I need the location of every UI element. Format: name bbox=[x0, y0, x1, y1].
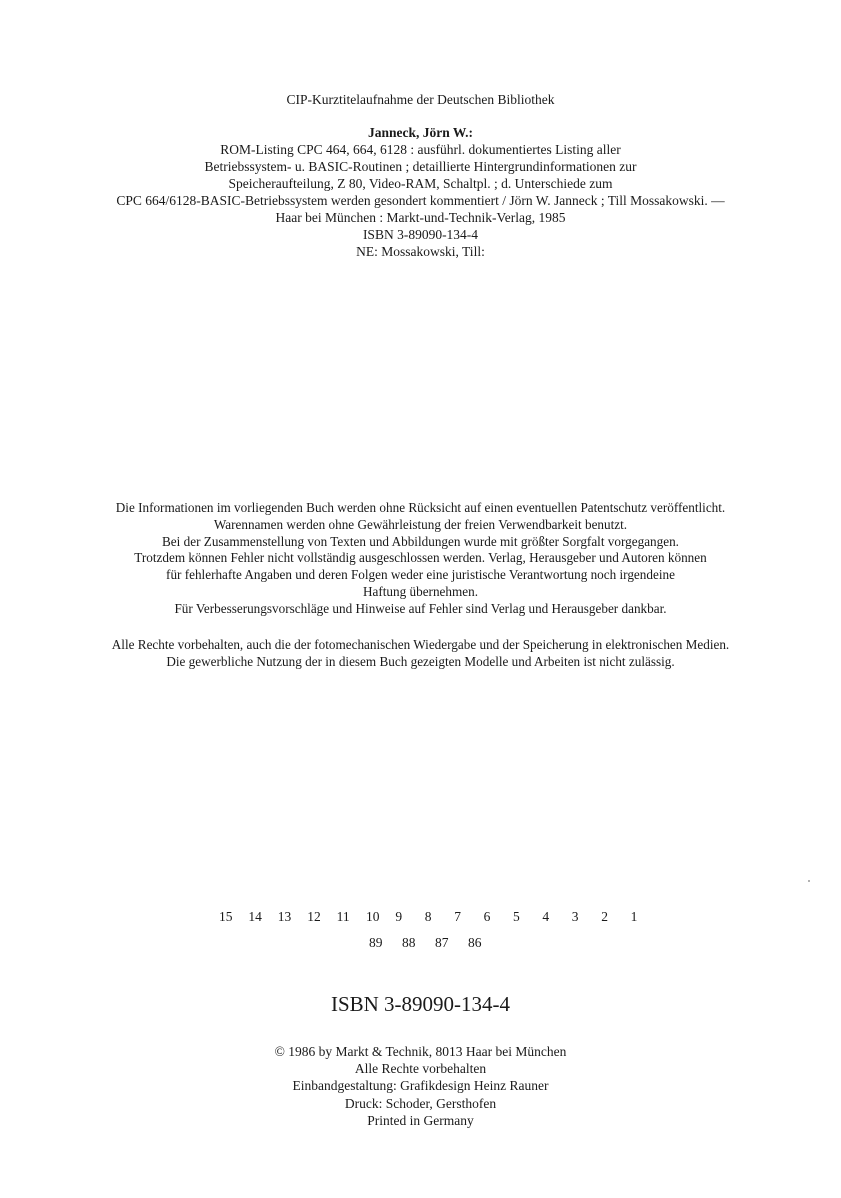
counter-number: 4 bbox=[542, 909, 550, 924]
counter-number: 7 bbox=[454, 909, 461, 924]
counter-number: 89 bbox=[369, 935, 383, 950]
disclaimer-line: für fehlerhafte Angaben und deren Folgen weder eine juristische Verantwortung noch irgendeine bbox=[166, 567, 675, 583]
printed-in-line: Printed in Germany bbox=[367, 1112, 474, 1128]
disclaimer-line: Haftung übernehmen. bbox=[363, 583, 478, 599]
disclaimer-line: Trotzdem können Fehler nicht vollständig ausgeschlossen werden. Verlag, Herausgeber und Autoren können bbox=[134, 550, 707, 566]
cip-line: Speicheraufteilung, Z 80, Video-RAM, Schaltpl. ; d. Unterschiede zum bbox=[228, 176, 613, 191]
counter-number: 8 bbox=[424, 909, 432, 924]
counter-number: 3 bbox=[571, 909, 579, 924]
counter-number: 1 bbox=[630, 909, 638, 924]
cip-ne: NE: Mossakowski, Till: bbox=[356, 244, 485, 259]
imprint bbox=[0, 1043, 841, 1129]
counter-number: 6 bbox=[483, 909, 491, 924]
disclaimer-line: Bei der Zusammenstellung von Texten und Abbildungen wurde mit größter Sorgfalt vorgegangen. bbox=[162, 533, 679, 549]
cip-isbn: ISBN 3-89090-134-4 bbox=[362, 227, 479, 242]
printer-line: Druck: Schoder, Gersthofen bbox=[344, 1095, 497, 1111]
disclaimer bbox=[0, 500, 841, 618]
cip-line: ROM-Listing CPC 464, 664, 6128 : ausführl. dokumentiertes Listing aller bbox=[220, 142, 621, 157]
counter-number: 11 bbox=[336, 909, 350, 924]
disclaimer-line: Warennamen werden ohne Gewährleistung der freien Verwendbarkeit benutzt. bbox=[213, 516, 628, 532]
rights-line: Die gewerbliche Nutzung der in diesem Buch gezeigten Modelle und Arbeiten ist nicht zulässig. bbox=[166, 653, 675, 669]
cip-author: Janneck, Jörn W.: bbox=[367, 125, 474, 140]
counter-number: 87 bbox=[435, 935, 449, 950]
counter-number: 9 bbox=[395, 909, 403, 924]
counter-number: 10 bbox=[366, 909, 380, 924]
counter-number: 88 bbox=[402, 935, 416, 950]
disclaimer-line: Die Informationen im vorliegenden Buch werden ohne Rücksicht auf einen eventuellen Patentschutz veröffentlicht. bbox=[115, 500, 726, 515]
disclaimer-line: Für Verbesserungsvorschläge und Hinweise auf Fehler sind Verlag und Herausgeber dankbar. bbox=[174, 600, 667, 616]
rights-notice bbox=[0, 637, 841, 671]
cip-record bbox=[0, 124, 841, 260]
isbn-text: ISBN 3-89090-134-4 bbox=[330, 992, 511, 1016]
counter-number: 15 bbox=[219, 909, 233, 924]
isbn-number bbox=[0, 991, 841, 1017]
counter-number: 14 bbox=[248, 909, 262, 924]
cip-heading bbox=[0, 91, 841, 109]
counter-number: 86 bbox=[468, 935, 482, 950]
scan-speck bbox=[808, 880, 810, 882]
copyright-line: © 1986 by Markt & Technik, 8013 Haar bei München bbox=[274, 1044, 567, 1059]
cip-heading-text: CIP-Kurztitelaufnahme der Deutschen Bibliothek bbox=[286, 92, 555, 107]
cip-line: Haar bei München : Markt-und-Technik-Verlag, 1985 bbox=[275, 210, 566, 225]
rights-reserved-line: Alle Rechte vorbehalten bbox=[354, 1061, 487, 1077]
cip-line: Betriebssystem- u. BASIC-Routinen ; detaillierte Hintergrundinformationen zur bbox=[204, 159, 637, 174]
cover-design-line: Einbandgestaltung: Grafikdesign Heinz Rauner bbox=[292, 1078, 549, 1094]
rights-line: Alle Rechte vorbehalten, auch die der fotomechanischen Wiedergabe und der Speicherung in elektronischen Medien. bbox=[111, 637, 730, 652]
cip-line: CPC 664/6128-BASIC-Betriebssystem werden gesondert kommentiert / Jörn W. Janneck ; Till Mossakowski. — bbox=[116, 193, 725, 208]
counter-number: 12 bbox=[307, 909, 321, 924]
counter-number: 5 bbox=[513, 909, 520, 924]
counter-number: 13 bbox=[277, 909, 292, 924]
counter-number: 2 bbox=[601, 909, 608, 924]
